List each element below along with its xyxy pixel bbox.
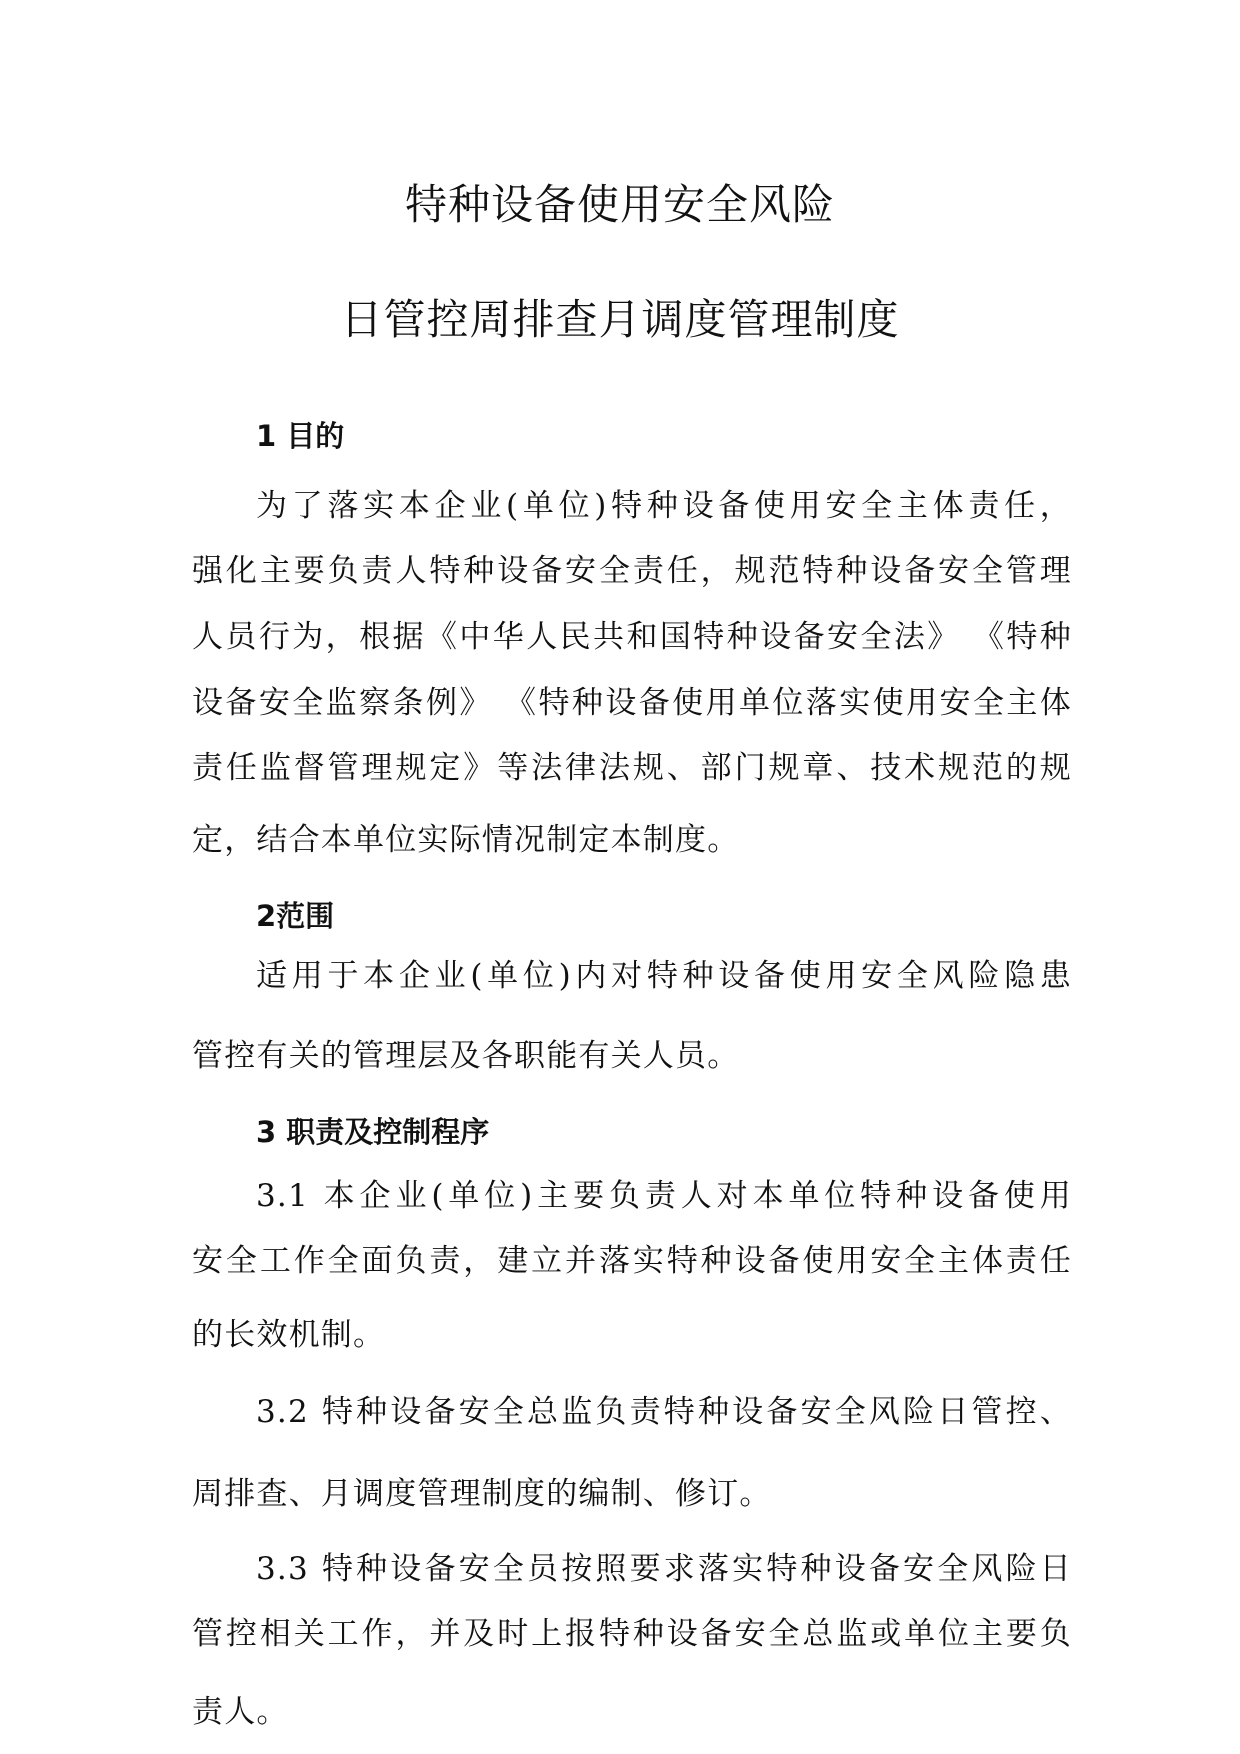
paragraph-line: 安全工作全面负责，建立并落实特种设备使用安全主体责任 xyxy=(192,1243,1072,1279)
paragraph-line: 定，结合本单位实际情况制定本制度。 xyxy=(192,822,740,858)
paragraph-line: 人员行为，根据《中华人民共和国特种设备安全法》 《特种 xyxy=(192,619,1072,655)
paragraph-line: 3.3 特种设备安全员按照要求落实特种设备安全风险日 xyxy=(256,1551,1072,1587)
paragraph-line: 管控相关工作，并及时上报特种设备安全总监或单位主要负 xyxy=(192,1616,1072,1652)
paragraph-line: 为了落实本企业(单位)特种设备使用安全主体责任， xyxy=(256,488,1072,524)
section-heading-scope: 2范围 xyxy=(256,899,335,933)
paragraph-line: 周排查、月调度管理制度的编制、修订。 xyxy=(192,1476,772,1512)
paragraph-line: 设备安全监察条例》 《特种设备使用单位落实使用安全主体 xyxy=(192,685,1072,721)
paragraph-line: 3.2 特种设备安全总监负责特种设备安全风险日管控、 xyxy=(256,1394,1072,1430)
section-heading-duties: 3 职责及控制程序 xyxy=(256,1115,490,1149)
document-title-line-1: 特种设备使用安全风险 xyxy=(404,180,835,229)
paragraph-line: 强化主要负责人特种设备安全责任，规范特种设备安全管理 xyxy=(192,553,1072,589)
document-title-line-2: 日管控周排查月调度管理制度 xyxy=(340,295,900,344)
paragraph-line: 的长效机制。 xyxy=(192,1317,386,1353)
paragraph-line: 责任监督管理规定》等法律法规、部门规章、技术规范的规 xyxy=(192,750,1072,786)
paragraph-line: 适用于本企业(单位)内对特种设备使用安全风险隐患 xyxy=(256,958,1072,994)
paragraph-line: 责人。 xyxy=(192,1694,289,1730)
paragraph-line: 3.1 本企业(单位)主要负责人对本单位特种设备使用 xyxy=(256,1178,1072,1214)
section-heading-purpose: 1 目的 xyxy=(256,419,345,453)
paragraph-line: 管控有关的管理层及各职能有关人员。 xyxy=(192,1038,740,1074)
